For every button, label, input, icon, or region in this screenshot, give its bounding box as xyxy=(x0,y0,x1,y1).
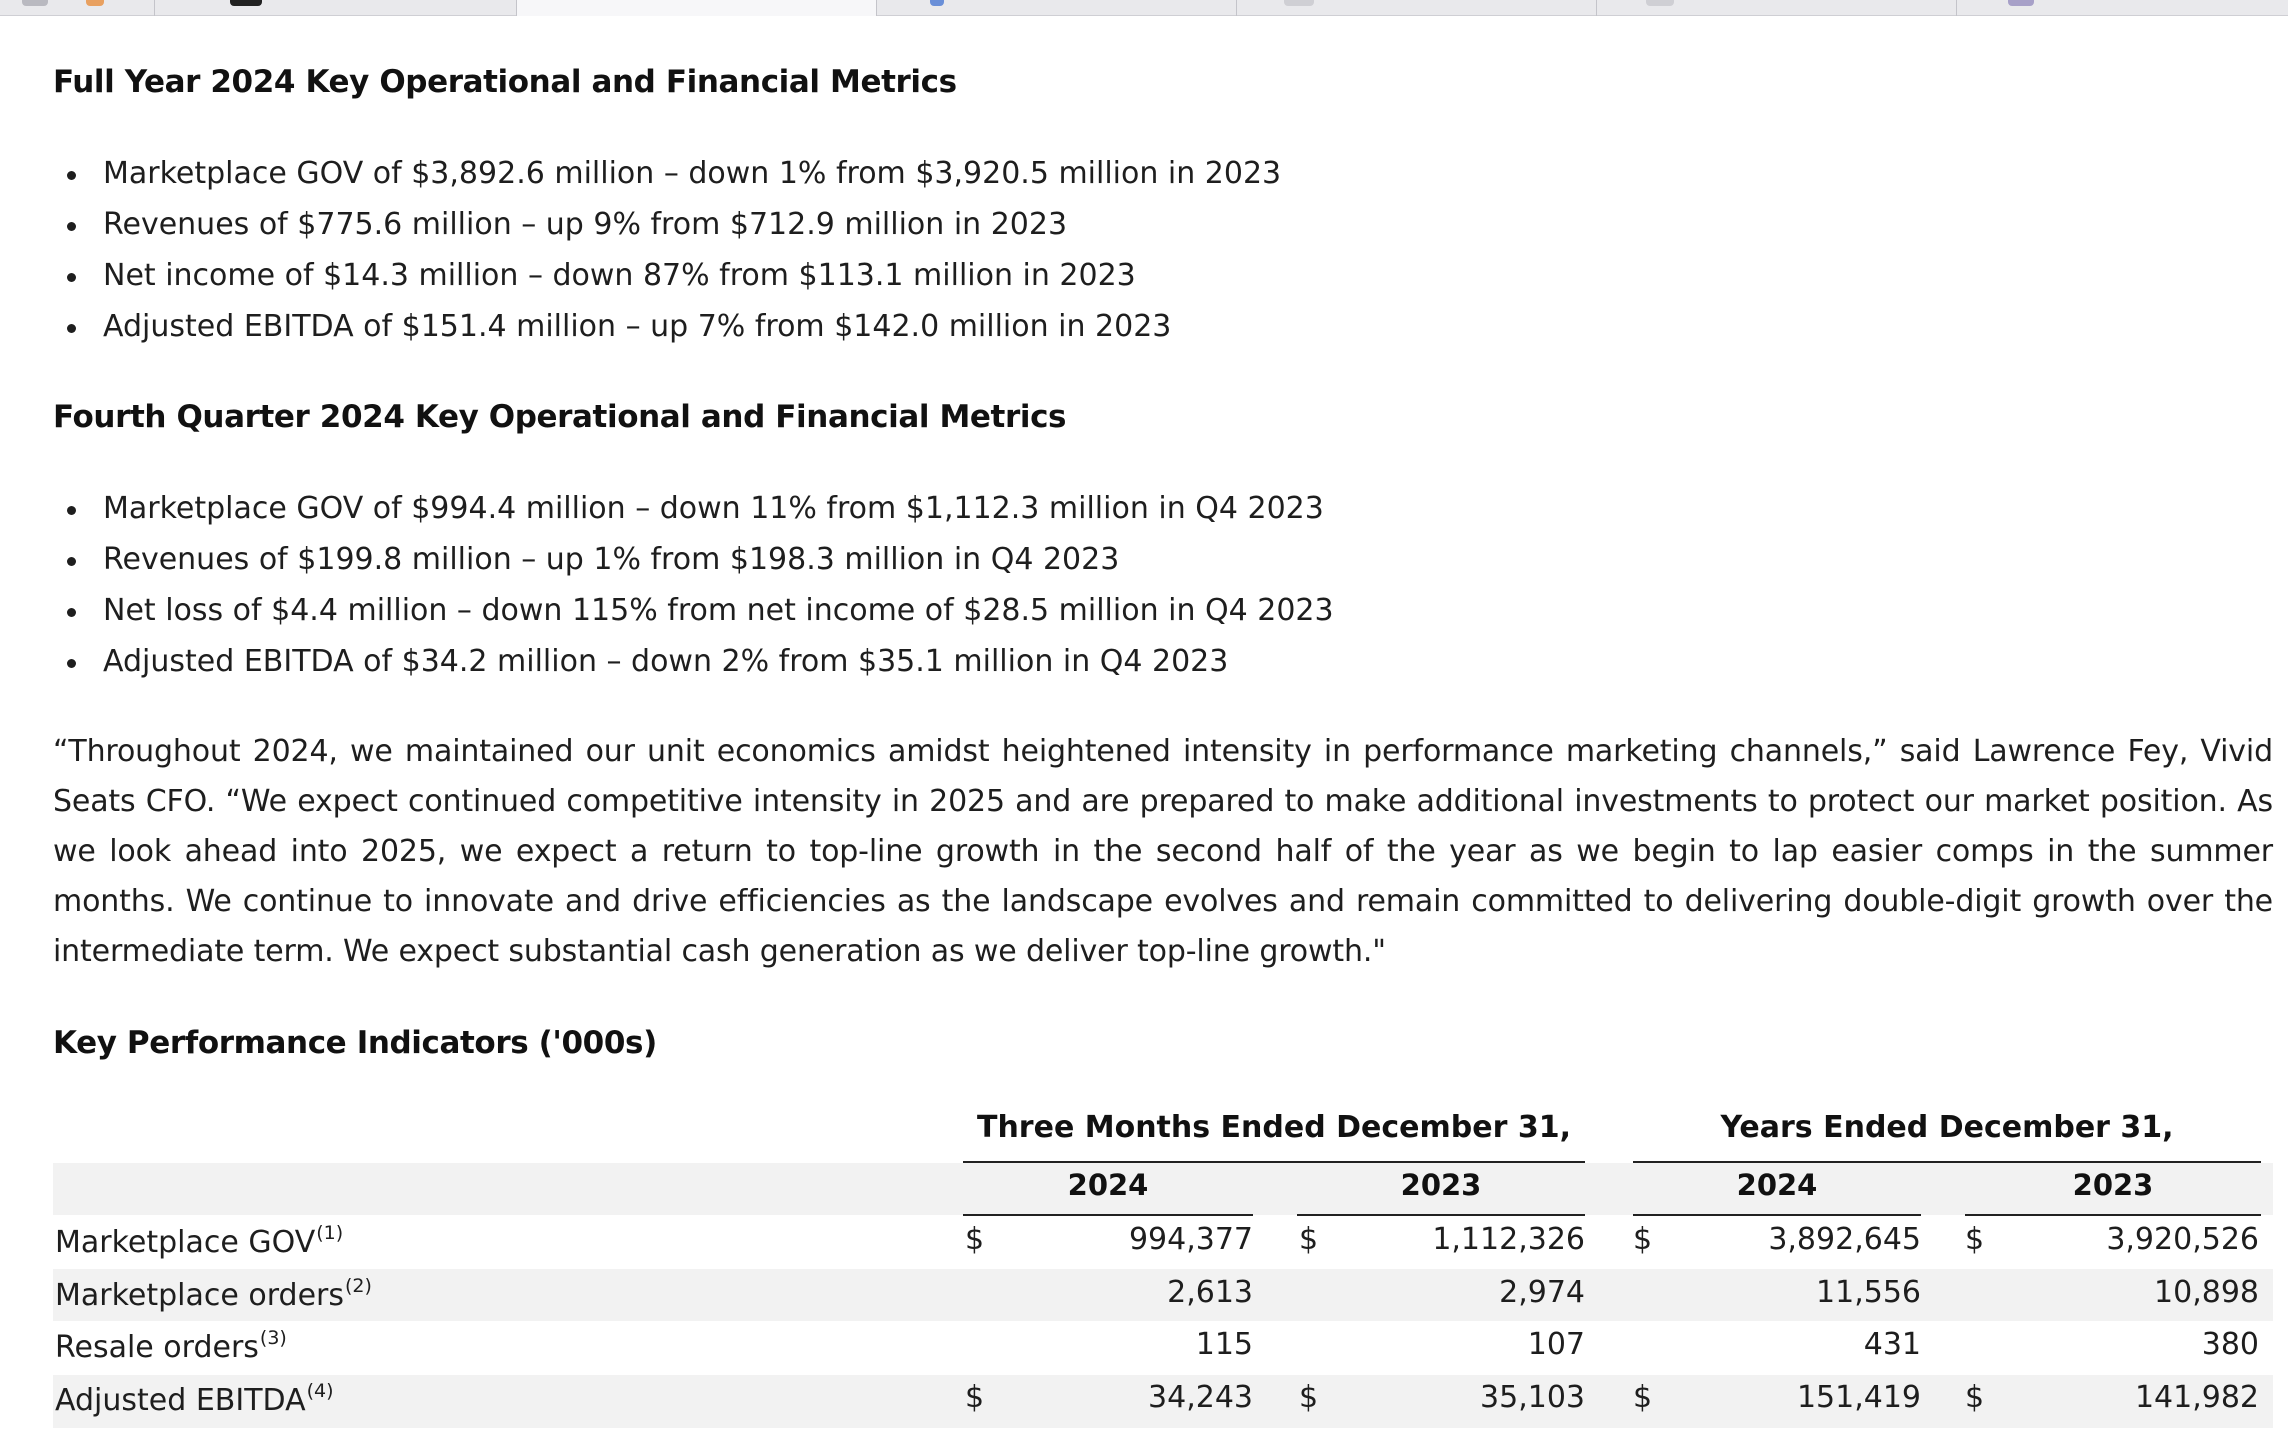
column-group-header: Years Ended December 31, xyxy=(1720,1110,2174,1145)
tab-favicon-icon xyxy=(86,0,104,6)
table-cell: 10,898 xyxy=(2154,1275,2259,1310)
year-underline xyxy=(1965,1214,2261,1216)
list-item: Marketplace GOV of $3,892.6 million – down 1% from $3,920.5 million in 2023 xyxy=(53,148,1281,199)
group-underline xyxy=(1633,1161,2261,1163)
table-cell: 2,613 xyxy=(1167,1275,1253,1310)
browser-tab[interactable] xyxy=(154,0,514,16)
list-item: Adjusted EBITDA of $34.2 million – down 2% from $35.1 million in Q4 2023 xyxy=(53,636,1334,687)
table-row-label: Marketplace GOV$^{(1)}$ xyxy=(55,1222,344,1260)
currency-symbol: $ xyxy=(965,1222,985,1257)
list-item: Revenues of $199.8 million – up 1% from $198.3 million in Q4 2023 xyxy=(53,534,1334,585)
browser-tab[interactable] xyxy=(1956,0,2288,16)
currency-symbol: $ xyxy=(965,1380,985,1415)
year-underline xyxy=(1297,1214,1585,1216)
table-cell: 3,892,645 xyxy=(1768,1222,1921,1257)
table-cell: 151,419 xyxy=(1796,1380,1921,1415)
table-cell: 380 xyxy=(2201,1327,2259,1362)
table-cell: 994,377 xyxy=(1128,1222,1253,1257)
column-header-year: 2024 xyxy=(1067,1168,1149,1202)
column-header-year: 2023 xyxy=(1400,1168,1482,1202)
tab-favicon-icon xyxy=(930,0,944,6)
group-underline xyxy=(963,1161,1585,1163)
table-row-label: Resale orders$^{(3)}$ xyxy=(55,1327,287,1365)
year-underline xyxy=(1633,1214,1921,1216)
table-cell: 431 xyxy=(1863,1327,1921,1362)
year-underline xyxy=(963,1214,1253,1216)
table-cell: 3,920,526 xyxy=(2106,1222,2259,1257)
table-cell: 115 xyxy=(1195,1327,1253,1362)
tab-favicon-icon xyxy=(2008,0,2034,6)
list-item: Net income of $14.3 million – down 87% from $113.1 million in 2023 xyxy=(53,250,1281,301)
table-cell: 107 xyxy=(1527,1327,1585,1362)
currency-symbol: $ xyxy=(1299,1222,1319,1257)
fourth-quarter-heading: Fourth Quarter 2024 Key Operational and Financial Metrics xyxy=(53,399,1067,435)
list-item: Revenues of $775.6 million – up 9% from $712.9 million in 2023 xyxy=(53,199,1281,250)
currency-symbol: $ xyxy=(1299,1380,1319,1415)
table-cell: 141,982 xyxy=(2134,1380,2259,1415)
list-item: Marketplace GOV of $994.4 million – down 11% from $1,112.3 million in Q4 2023 xyxy=(53,483,1334,534)
table-cell: 11,556 xyxy=(1816,1275,1921,1310)
full-year-heading: Full Year 2024 Key Operational and Financial Metrics xyxy=(53,64,957,100)
list-item: Adjusted EBITDA of $151.4 million – up 7% from $142.0 million in 2023 xyxy=(53,301,1281,352)
column-header-year: 2023 xyxy=(2072,1168,2154,1202)
tab-favicon-icon xyxy=(22,0,48,6)
currency-symbol: $ xyxy=(1965,1380,1985,1415)
table-cell: 2,974 xyxy=(1499,1275,1585,1310)
currency-symbol: $ xyxy=(1965,1222,1985,1257)
currency-symbol: $ xyxy=(1633,1222,1653,1257)
list-item: Net loss of $4.4 million – down 115% from net income of $28.5 million in Q4 2023 xyxy=(53,585,1334,636)
tab-favicon-icon xyxy=(230,0,262,6)
fourth-quarter-bullet-list xyxy=(53,483,1334,687)
column-group-header: Three Months Ended December 31, xyxy=(976,1110,1571,1145)
full-year-bullet-list xyxy=(53,148,1281,352)
tab-favicon-icon xyxy=(1284,0,1314,6)
browser-tab-active[interactable] xyxy=(516,0,876,16)
column-header-year: 2024 xyxy=(1736,1168,1818,1202)
browser-tab-strip xyxy=(0,0,2288,16)
table-row-label: Adjusted EBITDA$^{(4)}$ xyxy=(55,1380,334,1418)
cfo-quote-paragraph: “Throughout 2024, we maintained our unit economics amidst heightened intensity in performance marketing channels,” said Lawrence Fey, Vivid Seats CFO. “We expect continued competitive intensity in 2025 and are prepared to make additional investments to protect our market position. As we look ahead into 2025, we expect a return to top-line growth in the second half of the year as we begin to lap easier comps in the summer months. We continue to innovate and drive efficiencies as the landscape evolves and remain committed to delivering double-digit growth over the intermediate term. We expect substantial cash generation as we deliver top-line growth." xyxy=(53,734,2273,969)
kpi-table xyxy=(53,1100,2273,1430)
tab-favicon-icon xyxy=(1646,0,1674,6)
kpi-heading: Key Performance Indicators ('000s) xyxy=(53,1025,657,1061)
table-row-label: Marketplace orders$^{(2)}$ xyxy=(55,1275,372,1313)
currency-symbol: $ xyxy=(1633,1380,1653,1415)
table-cell: 34,243 xyxy=(1148,1380,1253,1415)
table-cell: 35,103 xyxy=(1480,1380,1585,1415)
table-cell: 1,112,326 xyxy=(1432,1222,1585,1257)
